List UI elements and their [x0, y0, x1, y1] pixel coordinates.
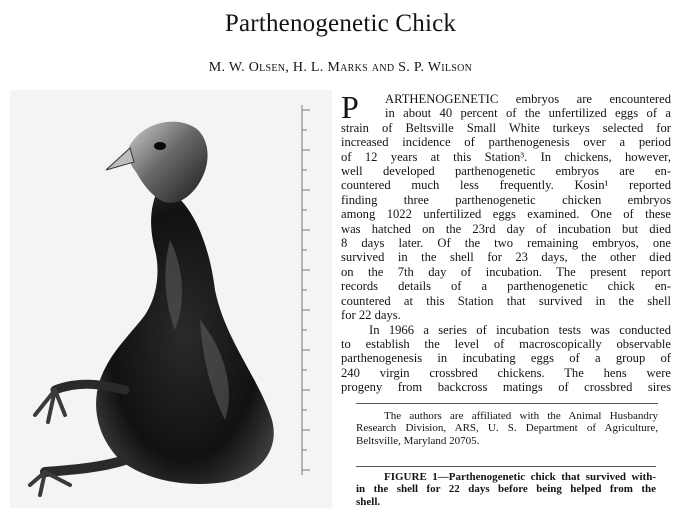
text-line: 8 days later. Of the two remaining embryos, one — [341, 236, 671, 251]
figure-caption — [356, 466, 656, 508]
article-title: Parthenogenetic Chick — [224, 10, 457, 37]
measuring-ruler — [302, 105, 310, 475]
text-line: parthenogenesis in incubating eggs of a group of — [341, 351, 671, 366]
text-line: well developed parthenogenetic embryos are en- — [341, 164, 671, 179]
chick-leg-lower — [45, 460, 125, 472]
text-line: progeny from backcross matings of crossbred sires — [341, 380, 671, 395]
text-line: to establish the level of macroscopically observable — [341, 336, 671, 351]
text-line: was hatched on the 23rd day of incubation but died — [341, 221, 671, 236]
text-line: increased incidence of parthenogenesis over a period — [341, 135, 671, 150]
text-line: countered at this Station that survived in the shell — [341, 293, 671, 308]
text-line: survived in the shell for 23 days, the other died — [341, 250, 671, 265]
chick-head — [128, 122, 208, 203]
caption-line: in the shell for 22 days before being helped from the — [356, 483, 656, 496]
text-line: 240 virgin crossbred chickens. The hens were — [341, 365, 671, 380]
chick-illustration — [10, 90, 332, 508]
text-line: for 22 days. — [341, 308, 401, 323]
note-line: The authors are affiliated with the Animal Husbandry — [384, 410, 658, 422]
figure-photo-chick — [10, 90, 332, 508]
text-line: finding three parthenogenetic chicken embryos — [341, 192, 671, 207]
affiliation-footnote — [356, 403, 658, 447]
text-line: on the 7th day of incubation. The present report — [341, 264, 671, 279]
text-line: records details of a parthenogenetic chick en- — [341, 279, 671, 294]
text-line: ARTHENOGENETIC embryos are encountered — [385, 92, 671, 106]
text-line: in about 40 percent of the unfertilized eggs of a — [385, 106, 671, 121]
text-line: of 12 years at this Station³. In chickens, however, — [341, 149, 671, 164]
note-line: Beltsville, Maryland 20705. — [356, 434, 480, 447]
paragraph-1 — [341, 89, 671, 323]
caption-line: FIGURE 1—Parthenogenetic chick that survived with- — [384, 471, 656, 483]
article-body — [341, 89, 671, 395]
paragraph-2 — [341, 323, 671, 395]
text-line: strain of Beltsville Small White turkeys selected for — [341, 120, 671, 135]
caption-line: shell. — [356, 495, 381, 508]
author-line: M. W. Olsen, H. L. Marks and S. P. Wilson — [208, 60, 473, 75]
text-line: In 1966 a series of incubation tests was conducted — [369, 322, 671, 337]
chick-eye — [154, 142, 166, 150]
chick-body — [96, 185, 274, 484]
note-line: Research Division, ARS, U. S. Department of Agriculture, — [356, 422, 658, 435]
chick-beak — [106, 148, 134, 170]
text-line: countered much less frequently. Kosin¹ reported — [341, 178, 671, 193]
drop-cap: P — [341, 89, 359, 125]
text-line: among 1022 unfertilized eggs examined. One of these — [341, 207, 671, 222]
chick-leg-upper — [55, 384, 125, 390]
